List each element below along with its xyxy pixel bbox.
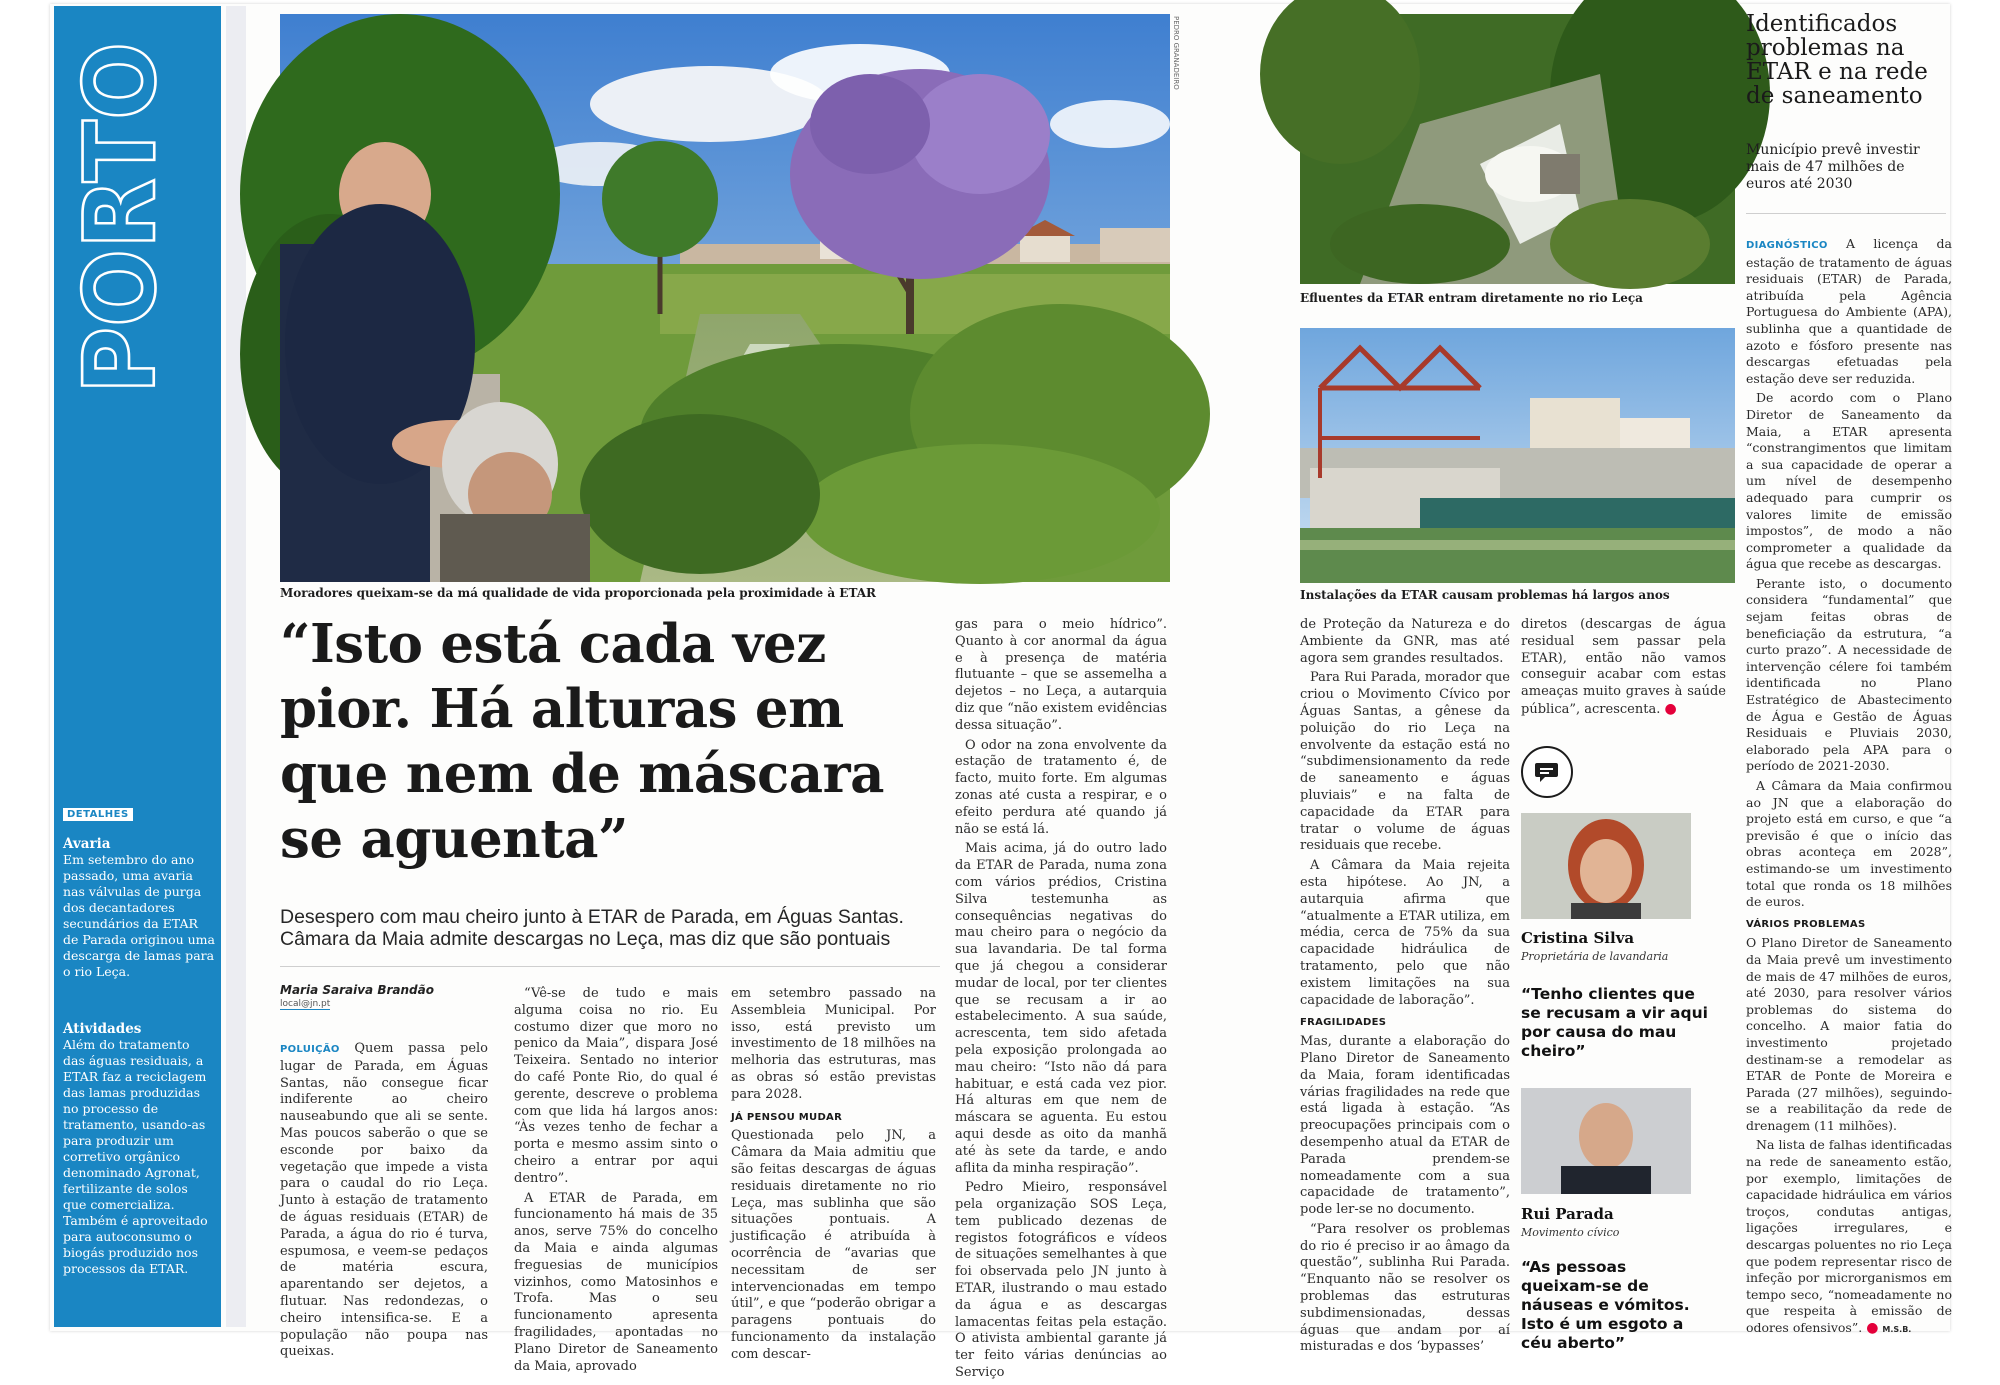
- article-paragraph: “Para resolver os problemas do rio é preciso ir ao âmago da questão”, sublinha Rui Parada. “Enquanto não se resolver os problemas das estruturas subdimensionadas, dessas águas que andam por aí misturadas e dos ‘bypasses’: [1300, 1221, 1510, 1355]
- article-kicker: POLUIÇÃO: [280, 1044, 340, 1055]
- article-paragraph: gas para o meio hídrico”. Quanto à cor anormal da água e à presença de matéria flutuante – que se assemelha a dejetos – no Leça, a autarquia diz que “não existem evidências dessa situação”.: [955, 617, 1167, 733]
- etar-photo-caption: Instalações da ETAR causam problemas há largos anos: [1300, 588, 1670, 602]
- sidebar-block-atividades: [63, 1021, 215, 1277]
- end-mark: ●: [1664, 700, 1677, 717]
- article-column-5: [1300, 617, 1510, 1359]
- article-paragraph: Para Rui Parada, morador que criou o Movimento Cívico por Águas Santas, a gênese da poluição do rio Leça na envolvente da estação está no “subdimensionamento da rede de saneamento e águas pluviais” e na falta de capacidade da ETAR para tratar o volume de águas residuais que recebe.: [1300, 670, 1510, 854]
- article-byline: Maria Saraiva Brandão: [280, 983, 434, 997]
- article-column-2: [514, 986, 718, 1378]
- article-paragraph: Questionada pelo JN, a Câmara da Maia admitiu que são feitas descargas de águas residuais diretamente no rio Leça, mas sublinha que são situações pontuais. A justificação é atribuída à ocorrência de “avarias que necessitam de ser intervencionadas em tempo útil”, e que “poderão obrigar a paragens pontuais do funcionamento da instalação com descar-: [731, 1128, 936, 1362]
- box-paragraph: De acordo com o Plano Diretor de Saneamento da Maia, a ETAR apresenta “constrangimentos que limitam a sua capacidade de operar a um nível de desempenho adequado para cumprir os valores limite de emissão impostos”, de modo a não comprometer a qualidade da água que recebe as descargas.: [1746, 390, 1952, 572]
- article-paragraph: Mas, durante a elaboração do Plano Diretor de Saneamento da Maia, foram identificadas várias fragilidades na rede que está ligada à estação. “As preocupações principais com o desempenho atual da ETAR de Parada prendem-se nomeadamente com a sua capacidade de tratamento”, pode ler-se no documento.: [1300, 1034, 1510, 1218]
- effluent-photo-caption: Efluentes da ETAR entram diretamente no rio Leça: [1300, 291, 1643, 305]
- article-paragraph: Mais acima, já do outro lado da ETAR de Parada, numa zona com vários prédios, Cristina Silva testemunha as consequências negativas do mau cheiro para o negócio da sua lavandaria. De tal forma que já chegou a considerar mudar de local, por ter clientes que se recusam a ir ao estabelecimento. A sua saúde, acrescenta, tem sido afetada pela exposição prolongada ao mau cheiro: “Isto não dá para habituar, e está cada vez pior. Há alturas em que nem de máscara se aguenta. Eu estou aqui desde as oito da manhã até às sete da tarde, e ando aflita da minha respiração”.: [955, 841, 1167, 1176]
- article-paragraph: A ETAR de Parada, em funcionamento há mais de 35 anos, serve 75% do concelho da Maia e ainda algumas freguesias de municípios vizinhos, como Matosinhos e Trofa. Mas o seu funcionamento apresenta fragilidades, apontadas no Plano Diretor de Saneamento da Maia, aprovado: [514, 1190, 718, 1374]
- box-paragraph: Perante isto, o documento considera “fundamental” que sejam feitas obras de beneficiação da estrutura, “a curto prazo”. A necessidade de intervenção célere foi também identificada no Plano Estratégico de Abastecimento de Água e Gestão de Águas Residuais e Pluviais 2030, elaborado pela APA para o período de 2021-2030.: [1746, 575, 1952, 774]
- article-byline-email: local@jn.pt: [280, 999, 331, 1009]
- main-photo: [280, 14, 1170, 582]
- photo-credit-text: PEDRO GRANADEIRO: [1172, 16, 1180, 90]
- photo-credit: [1168, 14, 1182, 134]
- deck-rule: [280, 966, 940, 967]
- article-subhead: FRAGILIDADES: [1300, 1017, 1387, 1029]
- quote-person-role: Proprietária de lavandaria: [1521, 950, 1669, 963]
- box-paragraph: A licença da estação de tratamento de águas residuais (ETAR) de Parada, atribuída pela Agência Portuguesa do Ambiente (APA), sublinha que a quantidade de azoto e fósforo presente nas descargas efetuadas pela estação deve ser reduzida.: [1746, 236, 1952, 386]
- article-column-3: [731, 986, 936, 1367]
- quote-icon: [1521, 746, 1573, 798]
- box-paragraph: O Plano Diretor de Saneamento da Maia prevê um investimento de mais de 47 milhões de euros, até 2030, para resolver vários problemas do sistema do concelho. A maior fatia do investimento projetado destinam-se a remodelar as ETAR de Ponte de Moreira e Parada (27 milhões), seguindo-se a reabilitação da rede de drenagem (11 milhões).: [1746, 935, 1952, 1133]
- quote-person-name: Cristina Silva: [1521, 929, 1635, 947]
- box-subhead: VÁRIOS PROBLEMAS: [1746, 918, 1866, 930]
- article-column-1: [280, 1041, 488, 1364]
- main-photo-caption: Moradores queixam-se da má qualidade de vida proporcionada pela proximidade à ETAR: [280, 586, 876, 600]
- effluent-photo: [1300, 14, 1735, 284]
- box-body: [1746, 236, 1952, 1342]
- details-badge: DETALHES: [63, 808, 133, 821]
- sidebar-block-avaria: [63, 836, 215, 980]
- box-kicker: DIAGNÓSTICO: [1746, 240, 1828, 251]
- cristina-silva-photo: [1521, 813, 1691, 919]
- article-paragraph: diretos (descargas de água residual sem passar pela ETAR), então não vamos conseguir acabar com estas ameaças muito graves à saúde pública”, acrescenta.: [1521, 617, 1726, 717]
- quote-person-role: Movimento cívico: [1521, 1226, 1620, 1239]
- etar-photo: [1300, 328, 1735, 583]
- article-paragraph: A Câmara da Maia rejeita esta hipótese. Ao JN, a autarquia afirma que “atualmente a ETAR utiliza, em média, cerca de 75% da sua capacidade hidráulica de tratamento, pelo que não existem limitações na sua capacidade de laboração”.: [1300, 858, 1510, 1008]
- end-mark: ●: [1866, 1320, 1879, 1336]
- article-paragraph: O odor na zona envolvente da estação de tratamento é, de facto, muito forte. Em algumas zonas até custa a respirar, e o efeito perdura até quando já não se está lá.: [955, 737, 1167, 837]
- pull-quote: “Tenho clientes que se recusam a vir aqui por causa do mau cheiro”: [1521, 985, 1708, 1060]
- article-paragraph: Quem passa pelo lugar de Parada, em Águas Santas, não consegue ficar indiferente ao cheiro nauseabundo que ali se sente. Mas poucos saberão o que se esconde por baixo da vegetação que impede a vista para o caudal do rio Leça. Junto à estação de tratamento de águas residuais (ETAR) de Parada, a água do rio é turva, espumosa, e veem-se pedaços de matéria escura, aparentando ser dejetos, a flutuar. Nas redondezas, o cheiro intensifica-se. E a população não poupa nas queixas.: [280, 1041, 488, 1360]
- box-paragraph: Na lista de falhas identificadas na rede de saneamento estão, por exemplo, limitações de capacidade hidráulica em vários troços, condutas antigas, ligações irregulares, e descargas poluentes no rio Leça que podem representar risco de infeção por microrganismos em tempo seco, “nomeadamente no que respeita à emissão de odores ofensivos”.: [1746, 1137, 1952, 1335]
- quote-person-name: Rui Parada: [1521, 1205, 1614, 1223]
- section-name-porto: [64, 17, 178, 402]
- article-column-6: [1521, 617, 1726, 722]
- box-paragraph: A Câmara da Maia confirmou ao JN que a elaboração do projeto está em curso, e que “a previsão é que o início das obras aconteça em 2028”, estimando-se um investimento total que ronda os 18 milhões de euros.: [1746, 778, 1952, 910]
- box-subtitle: Município prevê investir mais de 47 milhões de euros até 2030: [1746, 142, 1920, 192]
- rui-parada-photo: [1521, 1088, 1691, 1194]
- box-signature: M.S.B.: [1882, 1325, 1912, 1334]
- article-subhead: JÁ PENSOU MUDAR: [731, 1111, 843, 1123]
- sidebar-block-text: Em setembro do ano passado, uma avaria nas válvulas de purga dos decantadores secundários da ETAR de Parada originou uma descarga de lamas para o rio Leça.: [63, 852, 215, 979]
- article-paragraph: em setembro passado na Assembleia Municipal. Por isso, está previsto um investimento de 18 milhões na melhoria das estruturas, mas as obras só estão previstas para 2028.: [731, 986, 936, 1102]
- box-rule: [1746, 213, 1946, 214]
- sidebar-block-text: Além do tratamento das águas residuais, a ETAR faz a reciclagem das lamas produzidas no processo de tratamento, usando-as para produzir um corretivo orgânico denominado Agronat, fertilizante de solos que comercializa. Também é aproveitado para autoconsumo o biogás produzido nos processos da ETAR.: [63, 1037, 208, 1276]
- article-column-4: [955, 617, 1167, 1385]
- section-name-text: PORTO: [64, 17, 178, 394]
- article-deck: Desespero com mau cheiro junto à ETAR de Parada, em Águas Santas. Câmara da Maia admite descargas no Leça, mas diz que são pontuais: [280, 906, 904, 950]
- article-paragraph: Pedro Mieiro, responsável pela organização SOS Leça, tem publicado dezenas de registos fotográficos e vídeos de situações semelhantes à que foi observada pelo JN junto à ETAR, ilustrando o mau estado da água e as descargas lamacentas feitas pela estação. O ativista ambiental garante já ter feito várias denúncias ao Serviço: [955, 1180, 1167, 1381]
- article-paragraph: de Proteção da Natureza e do Ambiente da GNR, mas até agora sem grandes resultados.: [1300, 617, 1510, 666]
- article-paragraph: “Vê-se de tudo e mais alguma coisa no rio. Eu costumo dizer que moro no penico da Maia”, dispara José Teixeira. Sentado no interior do café Ponte Rio, do qual é gerente, descreve o problema com que lida há largos anos: “Às vezes tenho de fechar a porta e mesmo assim sinto o cheiro a entrar por aqui dentro”.: [514, 986, 718, 1186]
- sidebar-block-title: Atividades: [63, 1021, 142, 1037]
- box-title: Identificados problemas na ETAR e na rede de saneamento: [1746, 11, 1928, 109]
- pull-quote: “As pessoas queixam-se de náuseas e vómitos. Isto é um esgoto a céu aberto”: [1521, 1258, 1690, 1352]
- sidebar-block-title: Avaria: [63, 836, 111, 852]
- article-headline: “Isto está cada vez pior. Há alturas em que nem de máscara se aguenta”: [280, 613, 884, 870]
